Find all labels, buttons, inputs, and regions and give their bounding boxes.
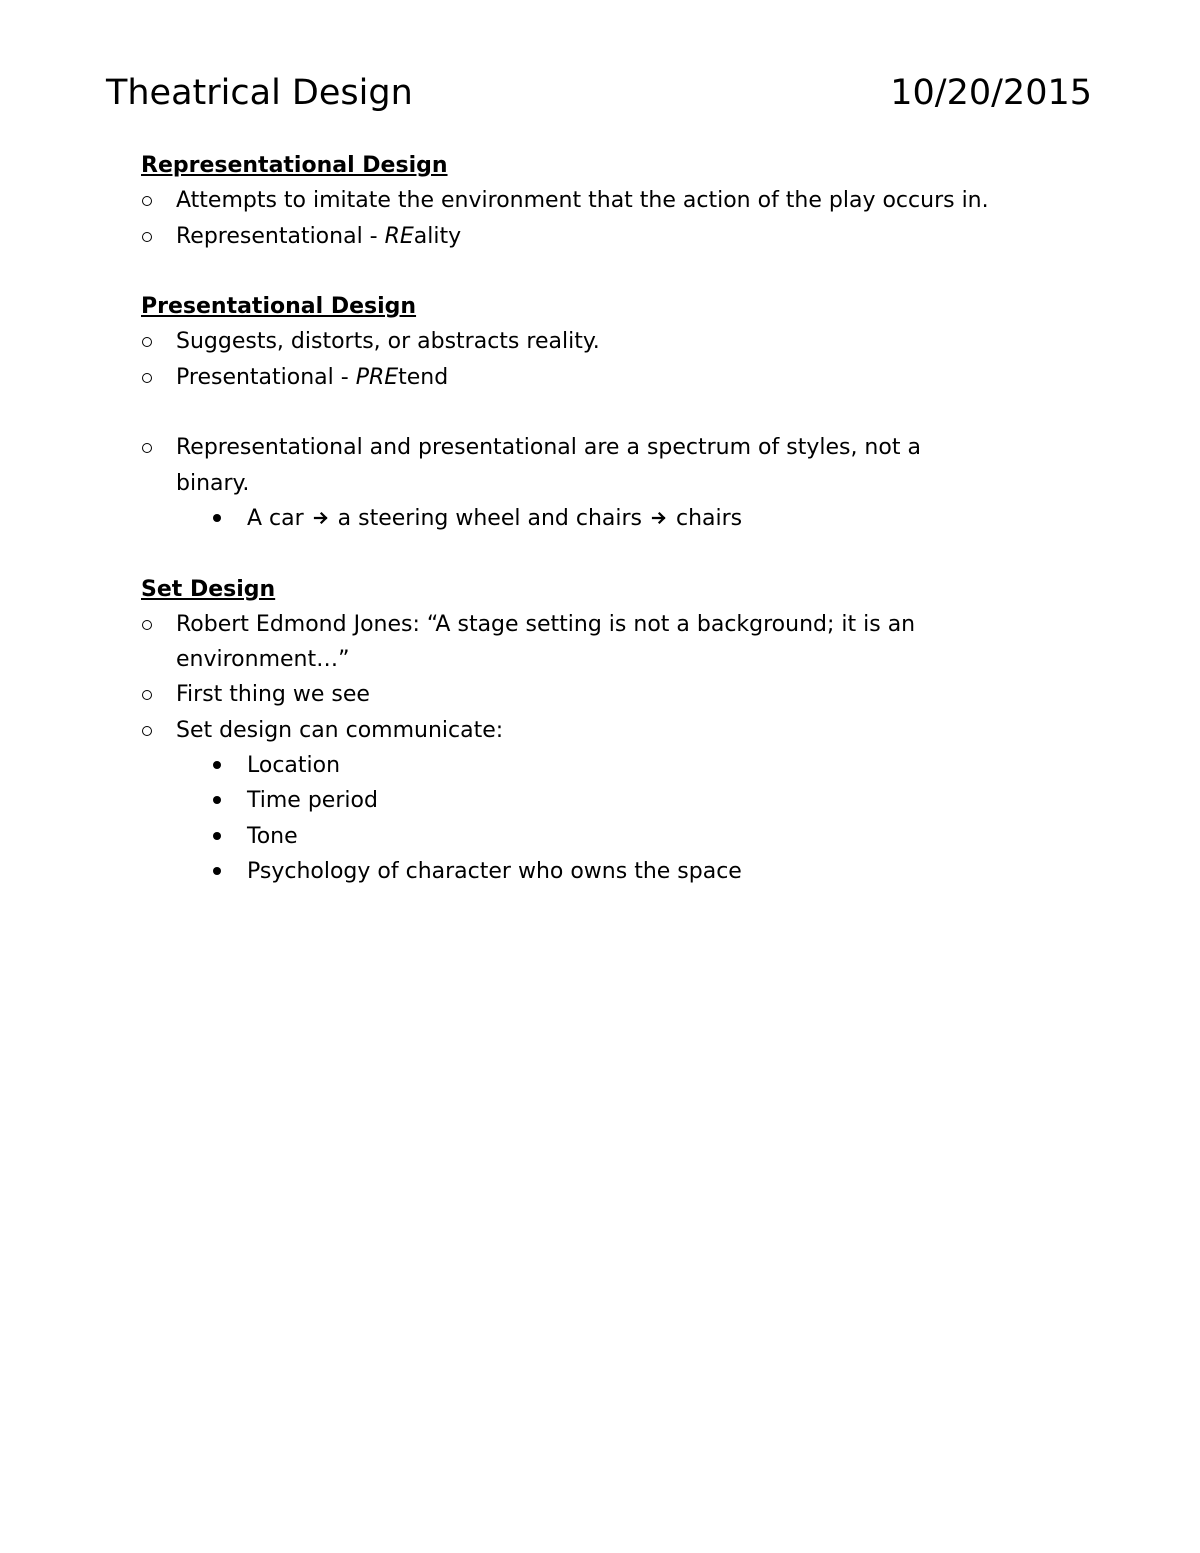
item-text-emphasis: RE xyxy=(384,223,414,249)
list-item xyxy=(141,360,1041,395)
heading-representational-design: Representational Design xyxy=(141,153,448,178)
sub-item-text: A car xyxy=(247,505,304,531)
sub-item-text: chairs xyxy=(676,505,743,531)
item-text-emphasis: PRE xyxy=(355,364,399,390)
spacer xyxy=(141,254,1041,289)
sub-item-text: Time period xyxy=(247,788,378,814)
item-text-line: Robert Edmond Jones: “A stage setting is not a background; it is an xyxy=(176,611,916,637)
sub-item-text: Psychology of character who owns the space xyxy=(247,858,742,884)
sub-list-item xyxy=(141,783,1041,818)
hollow-bullet-icon xyxy=(142,337,152,347)
list-item xyxy=(141,607,1041,678)
list-item xyxy=(141,430,1041,501)
item-text-prefix: Representational - xyxy=(176,223,385,249)
sub-list-item xyxy=(141,748,1041,783)
filled-bullet-icon xyxy=(213,867,221,875)
right-arrow-icon xyxy=(313,510,329,526)
sub-item-text: a steering wheel and chairs xyxy=(337,505,642,531)
item-text-line: binary. xyxy=(176,470,250,496)
item-text: Set design can communicate: xyxy=(176,717,504,743)
list-item xyxy=(141,324,1041,359)
list-item xyxy=(141,677,1041,712)
heading-presentational-design: Presentational Design xyxy=(141,294,417,320)
document-header xyxy=(106,68,1092,118)
item-text-prefix: Presentational - xyxy=(176,364,356,390)
sub-item-text: Tone xyxy=(247,823,298,849)
list-item xyxy=(141,713,1041,748)
sub-list-item xyxy=(141,501,1041,536)
item-text-suffix: tend xyxy=(398,364,449,390)
sub-list-item xyxy=(141,854,1041,889)
document-title: Theatrical Design xyxy=(106,73,413,113)
spacer xyxy=(141,536,1041,571)
list-item xyxy=(141,219,1041,254)
item-text-line: environment…” xyxy=(176,647,350,673)
hollow-bullet-icon xyxy=(142,690,152,700)
document-date: 10/20/2015 xyxy=(890,73,1092,113)
filled-bullet-icon xyxy=(213,761,221,769)
hollow-bullet-icon xyxy=(142,232,152,242)
filled-bullet-icon xyxy=(213,796,221,804)
sub-item-text: Location xyxy=(247,753,341,779)
hollow-bullet-icon xyxy=(142,443,152,453)
heading-set-design: Set Design xyxy=(141,576,276,602)
sub-list-item xyxy=(141,819,1041,854)
right-arrow-icon xyxy=(651,510,667,526)
document-body xyxy=(141,148,1041,889)
hollow-bullet-icon xyxy=(142,620,152,630)
list-item xyxy=(141,183,1041,218)
filled-bullet-icon xyxy=(213,514,221,522)
hollow-bullet-icon xyxy=(142,196,152,206)
item-text: Suggests, distorts, or abstracts reality. xyxy=(176,329,600,355)
hollow-bullet-icon xyxy=(142,726,152,736)
item-text-suffix: ality xyxy=(413,223,462,249)
item-text-line: Representational and presentational are a spectrum of styles, not a xyxy=(176,435,921,461)
item-text: Attempts to imitate the environment that the action of the play occurs in. xyxy=(176,188,989,214)
spacer xyxy=(141,395,1041,430)
item-text: First thing we see xyxy=(176,682,370,708)
filled-bullet-icon xyxy=(213,832,221,840)
hollow-bullet-icon xyxy=(142,373,152,383)
